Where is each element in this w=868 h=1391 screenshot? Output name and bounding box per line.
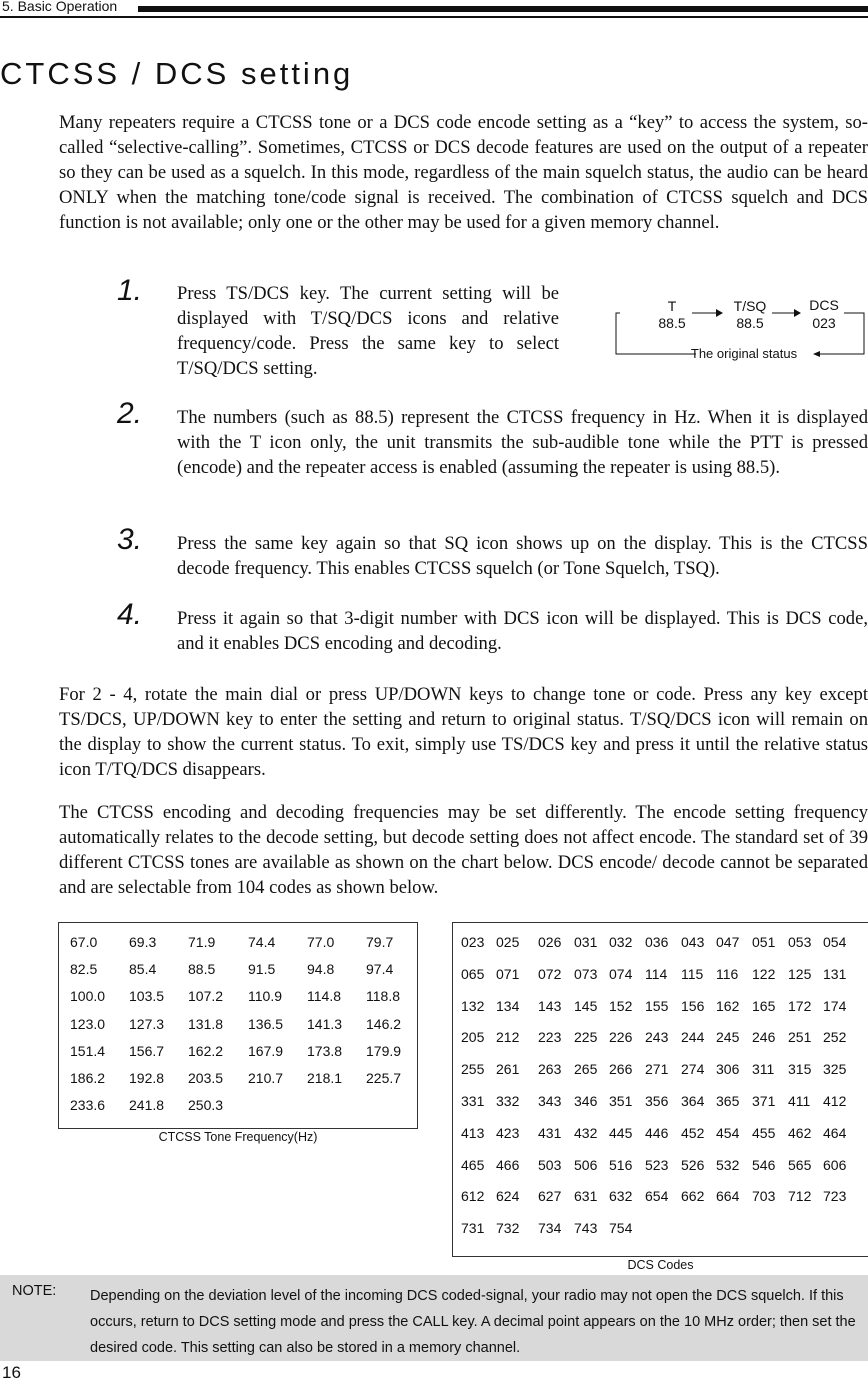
frequency-paragraph: The CTCSS encoding and decoding frequencies may be set differently. The encode setting frequency automatically relates to the decode setting, but decode setting does not affect encode. The standard set of 39 different CTCSS tones are available as shown on the chart below. DCS encode/ decode cannot be separated and are selectable from 104 codes as shown below. bbox=[59, 802, 868, 898]
ctcss-cell: 210.7 bbox=[248, 1070, 284, 1086]
ctcss-table-caption: CTCSS Tone Frequency(Hz) bbox=[158, 1130, 318, 1144]
dcs-cell: 246 bbox=[752, 1029, 776, 1046]
dcs-cell: 145 bbox=[574, 997, 598, 1014]
dcs-cell: 306 bbox=[716, 1061, 740, 1078]
dcs-cell: 754 bbox=[609, 1220, 633, 1237]
dcs-cell: 074 bbox=[609, 965, 633, 982]
dcs-cell: 143 bbox=[538, 997, 562, 1014]
ctcss-cell: 203.5 bbox=[188, 1070, 224, 1086]
dcs-cell: 465 bbox=[461, 1156, 485, 1173]
step-3-text: Press the same key again so that SQ icon shows up on the display. This is the CTCSS decode frequency. This enables CTCSS squelch (or Tone Squelch, TSQ). bbox=[177, 533, 868, 579]
dcs-cell: 054 bbox=[823, 934, 847, 950]
dcs-cell: 412 bbox=[823, 1093, 847, 1109]
dcs-cell: 723 bbox=[823, 1188, 847, 1205]
dcs-cell: 432 bbox=[574, 1124, 598, 1141]
dcs-cell: 225 bbox=[574, 1029, 598, 1046]
dcs-cell: 072 bbox=[538, 965, 562, 982]
diagram-tsq-value: 88.5 bbox=[736, 315, 764, 331]
dcs-cell: 065 bbox=[461, 965, 485, 982]
step-4-text: Press it again so that 3-digit number with DCS icon will be displayed. This is DCS code, and it enables DCS encoding and decoding. bbox=[177, 608, 868, 654]
header-rule-thin bbox=[0, 16, 868, 18]
ctcss-cell: 123.0 bbox=[70, 1015, 106, 1032]
dcs-cell: 071 bbox=[496, 965, 520, 982]
dcs-cell: 365 bbox=[716, 1093, 740, 1109]
dcs-cell: 125 bbox=[788, 965, 812, 982]
step-2-number: 2. bbox=[117, 397, 143, 430]
dcs-cell: 712 bbox=[788, 1188, 812, 1205]
dcs-cell: 265 bbox=[574, 1061, 598, 1078]
dcs-cell: 454 bbox=[716, 1124, 740, 1141]
header-rule bbox=[138, 6, 868, 12]
dcs-cell: 446 bbox=[645, 1124, 669, 1141]
dcs-cell: 343 bbox=[538, 1093, 562, 1109]
ctcss-tone-table bbox=[58, 922, 418, 1129]
dcs-cell: 116 bbox=[716, 965, 739, 982]
dcs-cell: 315 bbox=[788, 1061, 812, 1078]
ctcss-cell: 67.0 bbox=[70, 934, 98, 950]
dcs-cell: 132 bbox=[461, 997, 485, 1014]
dcs-cell: 274 bbox=[681, 1061, 705, 1078]
dcs-cell: 156 bbox=[681, 997, 705, 1014]
dcs-cell: 526 bbox=[681, 1156, 705, 1173]
dcs-cell: 025 bbox=[496, 934, 520, 950]
dcs-cell: 311 bbox=[752, 1061, 775, 1078]
ctcss-cell: 192.8 bbox=[129, 1070, 165, 1086]
ctcss-cell: 85.4 bbox=[129, 961, 157, 978]
step-2-text: The numbers (such as 88.5) represent the CTCSS frequency in Hz. When it is displayed with the T icon only, the unit transmits the sub-audible tone while the PTT is pressed (encode) and the repeater access is enabled (assuming the repeater is using 88.5). bbox=[177, 407, 868, 478]
ctcss-cell: 114.8 bbox=[307, 988, 341, 1005]
dcs-cell: 423 bbox=[496, 1124, 520, 1141]
dcs-cell: 155 bbox=[645, 997, 669, 1014]
dcs-cell: 043 bbox=[681, 934, 705, 950]
dcs-cell: 325 bbox=[823, 1061, 847, 1078]
dcs-cell: 162 bbox=[716, 997, 740, 1014]
ctcss-cell: 167.9 bbox=[248, 1042, 284, 1059]
dcs-cell: 165 bbox=[752, 997, 776, 1014]
dcs-cell: 546 bbox=[752, 1156, 776, 1173]
dcs-cell: 051 bbox=[752, 934, 776, 950]
dcs-cell: 455 bbox=[752, 1124, 776, 1141]
dcs-cell: 631 bbox=[574, 1188, 598, 1205]
ctcss-cell: 186.2 bbox=[70, 1070, 106, 1086]
dcs-cell: 023 bbox=[461, 934, 485, 950]
dcs-cell: 662 bbox=[681, 1188, 705, 1205]
ctcss-cell: 146.2 bbox=[366, 1015, 402, 1032]
ctcss-cell: 173.8 bbox=[307, 1042, 343, 1059]
diagram-t-label: T bbox=[667, 298, 677, 314]
dcs-cell: 244 bbox=[681, 1029, 705, 1046]
ctcss-cell: 136.5 bbox=[248, 1015, 284, 1032]
dcs-cell: 174 bbox=[823, 997, 847, 1014]
step-4-number: 4. bbox=[117, 598, 143, 631]
dcs-cell: 452 bbox=[681, 1124, 705, 1141]
dcs-cell: 654 bbox=[645, 1188, 669, 1205]
dcs-cell: 172 bbox=[788, 997, 812, 1014]
dcs-cell: 115 bbox=[681, 965, 704, 982]
dcs-cell: 462 bbox=[788, 1124, 812, 1141]
dcs-cell: 036 bbox=[645, 934, 669, 950]
dcs-cell: 356 bbox=[645, 1093, 669, 1109]
ctcss-cell: 97.4 bbox=[366, 961, 394, 978]
dcs-cell: 266 bbox=[609, 1061, 633, 1078]
ctcss-cell: 131.8 bbox=[188, 1015, 224, 1032]
dcs-cell: 413 bbox=[461, 1124, 485, 1141]
tone-cycle-diagram bbox=[612, 294, 868, 366]
intro-paragraph: Many repeaters require a CTCSS tone or a DCS code encode setting as a “key” to access the system, so-called “selective-calling”. Sometimes, CTCSS or DCS decode features are used on the output of a repeater so they can be used as a squelch. In this mode, regardless of the main squelch status, the audio can be heard ONLY when the matching tone/code signal is received. The combination of CTCSS squelch and DCS function is not available; only one or the other may be used for a given memory channel. bbox=[59, 112, 868, 233]
ctcss-cell: 107.2 bbox=[188, 988, 224, 1005]
dcs-cell: 371 bbox=[752, 1093, 776, 1109]
ctcss-cell: 250.3 bbox=[188, 1097, 224, 1114]
ctcss-cell: 100.0 bbox=[70, 988, 106, 1005]
dcs-cell: 565 bbox=[788, 1156, 812, 1173]
dcs-cell: 346 bbox=[574, 1093, 598, 1109]
ctcss-cell: 162.2 bbox=[188, 1042, 224, 1059]
dcs-cell: 243 bbox=[645, 1029, 669, 1046]
dcs-cell: 226 bbox=[609, 1029, 633, 1046]
step-1-text: Press TS/DCS key. The current setting will be displayed with T/SQ/DCS icons and relative frequency/code. Press the same key to select T/SQ/DCS setting. bbox=[177, 283, 559, 379]
diagram-tsq-label: T/SQ bbox=[733, 298, 767, 314]
ctcss-cell: 77.0 bbox=[307, 934, 335, 950]
ctcss-cell: 79.7 bbox=[366, 934, 394, 950]
ctcss-cell: 141.3 bbox=[307, 1015, 343, 1032]
dcs-cell: 734 bbox=[538, 1220, 562, 1237]
dcs-cell: 261 bbox=[496, 1061, 520, 1078]
ctcss-cell: 156.7 bbox=[129, 1042, 165, 1059]
ctcss-cell: 127.3 bbox=[129, 1015, 165, 1032]
dcs-cell: 031 bbox=[574, 934, 598, 950]
note-box bbox=[0, 1275, 868, 1361]
dcs-cell: 445 bbox=[609, 1124, 633, 1141]
dcs-table-caption: DCS Codes bbox=[627, 1258, 694, 1272]
diagram-dcs-label: DCS bbox=[809, 297, 839, 313]
dcs-cell: 053 bbox=[788, 934, 812, 950]
dcs-cell: 506 bbox=[574, 1156, 598, 1173]
ctcss-cell: 82.5 bbox=[70, 961, 98, 978]
ctcss-cell: 241.8 bbox=[129, 1097, 165, 1114]
dcs-cell: 331 bbox=[461, 1093, 485, 1109]
dcs-cell: 624 bbox=[496, 1188, 520, 1205]
dcs-cell: 152 bbox=[609, 997, 633, 1014]
ctcss-cell: 74.4 bbox=[248, 934, 276, 950]
ctcss-cell: 71.9 bbox=[188, 934, 216, 950]
dcs-cell: 212 bbox=[496, 1029, 520, 1046]
dcs-cell: 114 bbox=[645, 965, 668, 982]
dcs-cell: 464 bbox=[823, 1124, 847, 1141]
ctcss-cell: 103.5 bbox=[129, 988, 165, 1005]
dcs-cell: 364 bbox=[681, 1093, 705, 1109]
dcs-cell: 431 bbox=[538, 1124, 562, 1141]
ctcss-cell: 91.5 bbox=[248, 961, 276, 978]
ctcss-cell: 94.8 bbox=[307, 961, 335, 978]
dcs-cell: 131 bbox=[823, 965, 847, 982]
dcs-cell: 606 bbox=[823, 1156, 847, 1173]
dcs-cell: 205 bbox=[461, 1029, 485, 1046]
dcs-cell: 332 bbox=[496, 1093, 520, 1109]
dcs-cell: 503 bbox=[538, 1156, 562, 1173]
dcs-cell: 026 bbox=[538, 934, 562, 950]
dcs-cell: 703 bbox=[752, 1188, 776, 1205]
dcs-cell: 251 bbox=[788, 1029, 812, 1046]
note-label: NOTE: bbox=[12, 1283, 57, 1299]
dcs-cell: 732 bbox=[496, 1220, 520, 1237]
ctcss-cell: 233.6 bbox=[70, 1097, 106, 1114]
dcs-cell: 271 bbox=[645, 1061, 669, 1078]
ctcss-cell: 151.4 bbox=[70, 1042, 106, 1059]
dcs-cell: 255 bbox=[461, 1061, 485, 1078]
ctcss-cell: 110.9 bbox=[248, 988, 282, 1005]
dcs-cell: 466 bbox=[496, 1156, 520, 1173]
dcs-cell: 122 bbox=[752, 965, 776, 982]
ctcss-cell: 218.1 bbox=[307, 1070, 343, 1086]
dcs-cell: 263 bbox=[538, 1061, 562, 1078]
ctcss-cell: 179.9 bbox=[366, 1042, 402, 1059]
dcs-cell: 047 bbox=[716, 934, 740, 950]
dcs-cell: 252 bbox=[823, 1029, 847, 1046]
dcs-cell: 134 bbox=[496, 997, 520, 1014]
dcs-cell: 731 bbox=[461, 1220, 485, 1237]
diagram-return-label: The original status bbox=[690, 346, 798, 361]
dcs-cell: 523 bbox=[645, 1156, 669, 1173]
dcs-cell: 632 bbox=[609, 1188, 633, 1205]
dcs-cell: 223 bbox=[538, 1029, 562, 1046]
ctcss-cell: 69.3 bbox=[129, 934, 157, 950]
section-header: 5. Basic Operation bbox=[2, 0, 118, 14]
page-number: 16 bbox=[2, 1363, 21, 1382]
ctcss-cell: 225.7 bbox=[366, 1070, 402, 1086]
dcs-cell: 245 bbox=[716, 1029, 740, 1046]
page-title: CTCSS / DCS setting bbox=[0, 56, 354, 91]
dcs-cell: 664 bbox=[716, 1188, 740, 1205]
dcs-cell: 743 bbox=[574, 1220, 598, 1237]
ctcss-cell: 88.5 bbox=[188, 961, 216, 978]
ctcss-cell: 118.8 bbox=[366, 988, 400, 1005]
diagram-dcs-value: 023 bbox=[812, 315, 836, 331]
dcs-cell: 411 bbox=[788, 1093, 811, 1109]
diagram-t-value: 88.5 bbox=[658, 315, 686, 331]
dcs-cell: 073 bbox=[574, 965, 598, 982]
dial-instructions-paragraph: For 2 - 4, rotate the main dial or press UP/DOWN keys to change tone or code. Press any key except TS/DCS, UP/DOWN key to enter the setting and return to original status. T/SQ/DCS icon will remain on the display to show the current status. To exit, simply use TS/DCS key and press it until the relative status icon T/TQ/DCS disappears. bbox=[59, 684, 868, 780]
dcs-cell: 612 bbox=[461, 1188, 485, 1205]
step-3-number: 3. bbox=[117, 523, 143, 556]
dcs-cell: 351 bbox=[609, 1093, 633, 1109]
dcs-code-table bbox=[452, 922, 868, 1257]
step-1-number: 1. bbox=[117, 274, 143, 307]
dcs-cell: 516 bbox=[609, 1156, 633, 1173]
note-text: Depending on the deviation level of the incoming DCS coded-signal, your radio may not open the DCS squelch. If this occurs, return to DCS setting mode and press the CALL key. A decimal point appears on the 10 MHz order; then set the desired code. This setting can also be stored in a memory channel. bbox=[90, 1288, 856, 1356]
dcs-cell: 627 bbox=[538, 1188, 562, 1205]
dcs-cell: 032 bbox=[609, 934, 633, 950]
dcs-cell: 532 bbox=[716, 1156, 740, 1173]
